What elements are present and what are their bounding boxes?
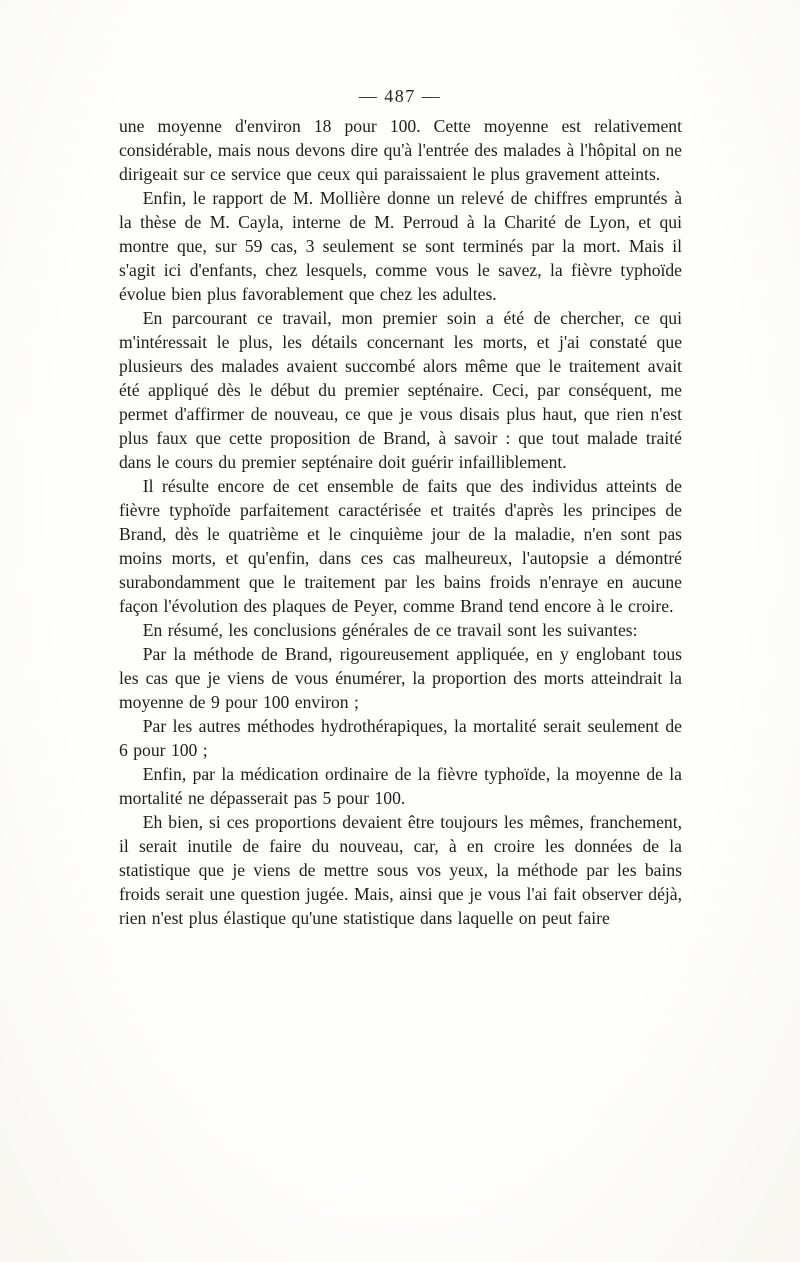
paragraph: Enfin, par la médication ordinaire de la fièvre typhoïde, la moyenne de la mortalité ne dépasserait pas 5 pour 100.: [119, 764, 682, 808]
paragraph: une moyenne d'environ 18 pour 100. Cette moyenne est relativement considérable, mais nous devons dire qu'à l'entrée des malades à l'hôpital on ne dirigeait sur ce service que ceux qui paraissaient le plus gravement atteints.: [119, 116, 682, 184]
paragraph: En résumé, les conclusions générales de ce travail sont les suivantes:: [142, 620, 638, 640]
paragraph: En parcourant ce travail, mon premier soin a été de chercher, ce qui m'intéressait le plus, les détails concernant les morts, et j'ai constaté que plusieurs des malades avaient succombé alors même que le traitement avait été appliqué dès le début du premier septénaire. Ceci, par conséquent, me permet d'affirmer de nouveau, ce que je vous disais plus haut, que rien n'est plus faux que cette proposition de Brand, à savoir : que tout malade traité dans le cours du premier septénaire doit guérir infailliblement.: [119, 308, 682, 472]
body-text: [119, 114, 682, 930]
paragraph: Il résulte encore de cet ensemble de faits que des individus atteints de fièvre typhoïde parfaitement caractérisée et traités d'après les principes de Brand, dès le quatrième et le cinquième jour de la maladie, n'en sont pas moins morts, et qu'enfin, dans ces cas malheureux, l'autopsie a démontré surabondamment que le traitement par les bains froids n'enraye en aucune façon l'évolution des plaques de Peyer, comme Brand tend encore à le croire.: [119, 476, 682, 616]
paragraph: Eh bien, si ces proportions devaient être toujours les mêmes, franchement, il serait inutile de faire du nouveau, car, à en croire les données de la statistique que je viens de mettre sous vos yeux, la méthode par les bains froids serait une question jugée. Mais, ainsi que je vous l'ai fait observer déjà, rien n'est plus élastique qu'une statistique dans laquelle on peut faire: [119, 812, 682, 928]
paragraph: Enfin, le rapport de M. Mollière donne un relevé de chiffres empruntés à la thèse de M. Cayla, interne de M. Perroud à la Charité de Lyon, et qui montre que, sur 59 cas, 3 seulement se sont terminés par la mort. Mais il s'agit ici d'enfants, chez lesquels, comme vous le savez, la fièvre typhoïde évolue bien plus favorablement que chez les adultes.: [119, 188, 682, 304]
paragraph: Par la méthode de Brand, rigoureusement appliquée, en y englobant tous les cas que je viens de vous énumérer, la proportion des morts atteindrait la moyenne de 9 pour 100 environ ;: [119, 644, 682, 712]
paragraph: Par les autres méthodes hydrothérapiques, la mortalité serait seulement de 6 pour 100 ;: [119, 716, 682, 760]
page-number: — 487 —: [358, 86, 442, 106]
